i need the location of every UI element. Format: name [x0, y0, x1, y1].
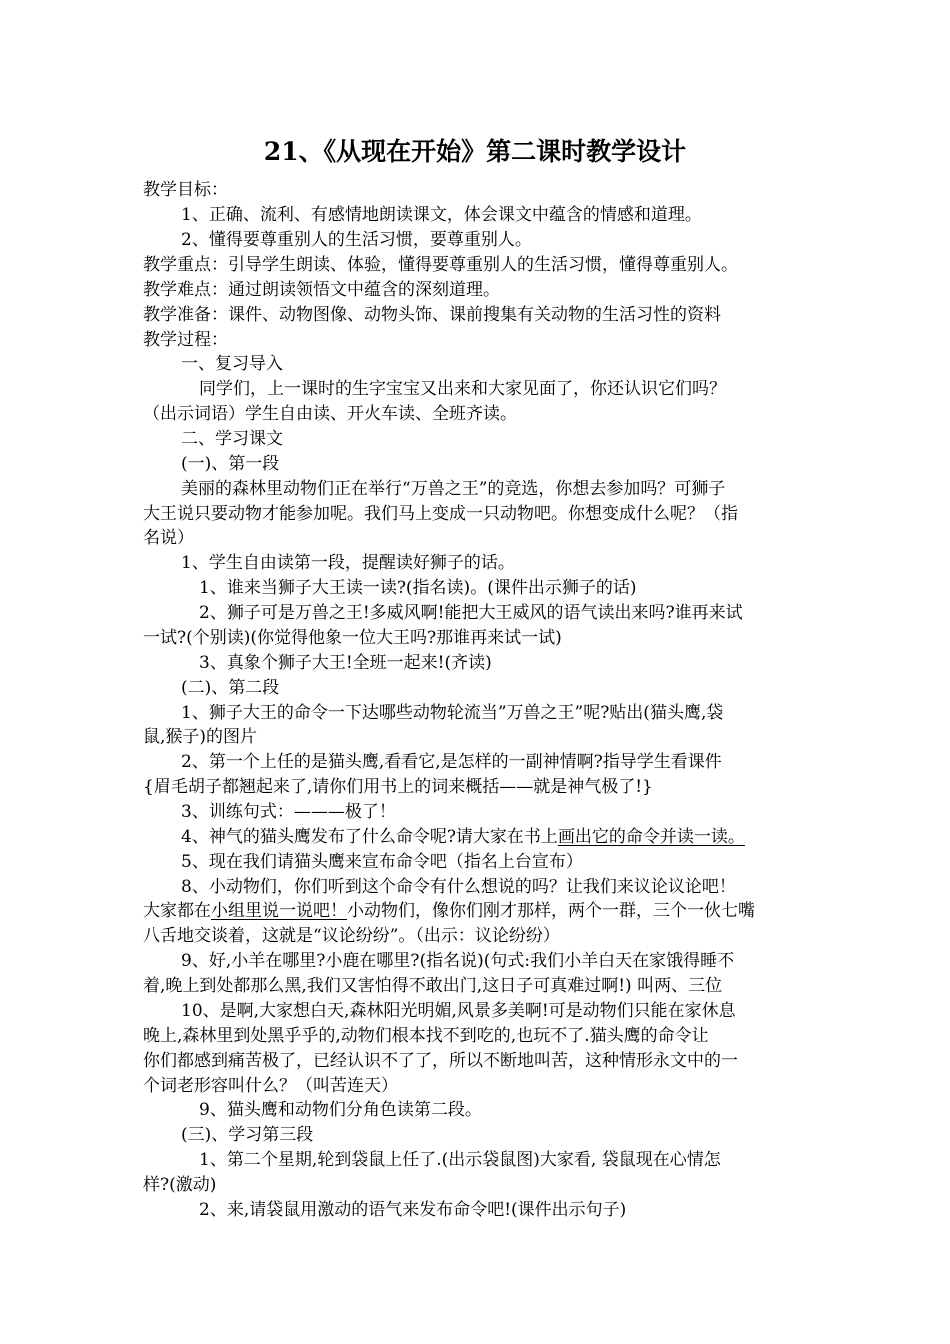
text-run: 小动物们，像你们刚才那样，两个一群，三个一伙七嘴	[347, 901, 755, 921]
preparation: 教学准备：课件、动物图像、动物头饰、课前搜集有关动物的生活习性的资料	[143, 305, 721, 325]
text-run: 4、神气的猫头鹰发布了什么命令呢?请大家在书上	[181, 827, 558, 847]
paragraph-line: 1、狮子大王的命令一下达哪些动物轮流当”万兽之王”呢?贴出(猫头鹰,袋	[181, 703, 724, 723]
paragraph-line: 2、第一个上任的是猫头鹰,看看它,是怎样的一副神情啊?指导学生看课件	[181, 752, 722, 772]
paragraph-line: 美丽的森林里动物们正在举行“万兽之王”的竞选，你想去参加吗？可狮子	[181, 479, 726, 499]
paragraph-line: 晚上,森林里到处黑乎乎的,动物们根本找不到吃的,也玩不了.猫头鹰的命令让	[143, 1026, 709, 1046]
sub-heading: (三)、学习第三段	[181, 1125, 314, 1145]
underlined-text: 画出它的命令并读一读。	[557, 827, 745, 847]
paragraph-line: 八舌地交谈着，这就是“议论纷纷”。（出示：议论纷纷）	[143, 926, 560, 946]
objective-item: 1、正确、流利、有感情地朗读课文，体会课文中蕴含的情感和道理。	[181, 205, 702, 225]
paragraph-line: 一试?(个别读)(你觉得他象一位大王吗?那谁再来试一试)	[143, 628, 562, 648]
paragraph-line: 个词老形容叫什么？（叫苦连天）	[143, 1076, 398, 1096]
paragraph-line: 9、猫头鹰和动物们分角色读第二段。	[199, 1100, 482, 1120]
paragraph-line: 2、来,请袋鼠用激动的语气来发布命令吧!(课件出示句子)	[199, 1200, 627, 1220]
paragraph-line: 9、好,小羊在哪里?小鹿在哪里?(指名说)(句式:我们小羊白天在家饿得睡不	[181, 951, 735, 971]
paragraph-line: 鼠,猴子)的图片	[143, 727, 258, 747]
paragraph-line: 你们都感到痛苦极了，已经认识不了了，所以不断地叫苦，这种情形永文中的一	[143, 1051, 738, 1071]
paragraph-line: 着,晚上到处都那么黑,我们又害怕得不敢出门,这日子可真难过啊!) 叫两、三位	[143, 976, 723, 996]
paragraph-line: 同学们，上一课时的生字宝宝又出来和大家见面了，你还认识它们吗？	[199, 379, 726, 399]
sub-heading: (二)、第二段	[181, 678, 280, 698]
paragraph-line: 大王说只要动物才能参加呢。我们马上变成一只动物吧。你想变成什么呢？（指	[143, 504, 738, 524]
paragraph-line: 2、狮子可是万兽之王!多威风啊!能把大王威风的语气读出来吗?谁再来试	[199, 603, 743, 623]
paragraph-line: {眉毛胡子都翘起来了,请你们用书上的词来概括——就是神气极了!}	[143, 777, 653, 797]
paragraph-line: 名说）	[143, 528, 194, 548]
section-heading-objectives: 教学目标：	[143, 180, 228, 200]
paragraph-line: （出示词语）学生自由读、开火车读、全班齐读。	[143, 404, 517, 424]
paragraph-line: 样?(激动)	[143, 1175, 217, 1195]
step-heading: 一、复习导入	[181, 354, 283, 374]
sub-heading: (一)、第一段	[181, 454, 280, 474]
objective-item: 2、懂得要尊重别人的生活习惯，要尊重别人。	[181, 230, 532, 250]
difficult-points: 教学难点：通过朗读领悟文中蕴含的深刻道理。	[143, 280, 500, 300]
paragraph-line-with-underline	[143, 899, 755, 923]
paragraph-line: 1、第二个星期,轮到袋鼠上任了.(出示袋鼠图)大家看, 袋鼠现在心情怎	[199, 1150, 721, 1170]
paragraph-line: 8、小动物们，你们听到这个命令有什么想说的吗？让我们来议论议论吧！	[181, 877, 736, 897]
paragraph-line: 3、真象个狮子大王!全班一起来!(齐读)	[199, 653, 492, 673]
paragraph-line: 10、是啊,大家想白天,森林阳光明媚,风景多美啊!可是动物们只能在家休息	[181, 1001, 736, 1021]
paragraph-line-with-underline	[181, 825, 745, 849]
text-run: 大家都在	[143, 901, 211, 921]
paragraph-line: 1、学生自由读第一段，提醒读好狮子的话。	[181, 553, 515, 573]
underlined-text: 小组里说一说吧！	[211, 901, 347, 921]
paragraph-line: 5、现在我们请猫头鹰来宣布命令吧（指名上台宣布）	[181, 852, 583, 872]
paragraph-line: 3、训练句式：———极了！	[181, 802, 396, 822]
key-points: 教学重点：引导学生朗读、体验，懂得要尊重别人的生活习惯，懂得尊重别人。	[143, 255, 738, 275]
page-title: 21、《从现在开始》第二课时教学设计	[263, 137, 687, 166]
step-heading: 二、学习课文	[181, 429, 283, 449]
paragraph-line: 1、谁来当狮子大王读一读?(指名读)。(课件出示狮子的话)	[199, 578, 637, 598]
section-heading-process: 教学过程：	[143, 330, 228, 350]
